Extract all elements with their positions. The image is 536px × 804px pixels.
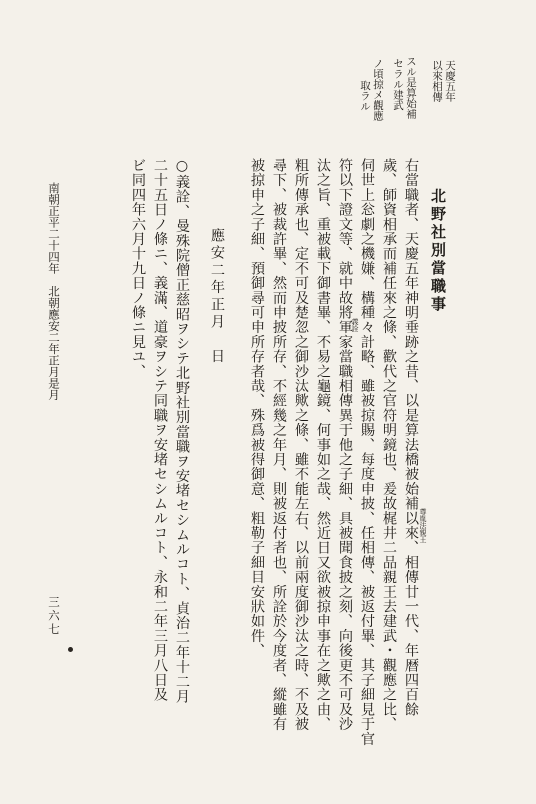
commentary-line-3: ビ同四年六月十九日ノ條ニ見ユ、 (130, 158, 146, 379)
page-number: 三六七 (47, 596, 61, 637)
header-note-6: 取ラル (359, 80, 371, 112)
body-line-3: 伺世上忩劇之機嫌、構種々計略、雖被掠賜、每度申披、任相傳、被返付畢、其子細見于官 (359, 158, 375, 746)
commentary-line-2: 二十五日ノ條ニ、義滿、道豪ヲシテ同職ヲ安堵セシムルコト、永和二年三月八日及 (152, 158, 168, 702)
body-line-2: 歲、師資相承而補任來之條、歡代之官符明鏡也、爰故梶井二品親王去建武・觀應之比、 (381, 158, 397, 732)
margin-running-title: 南朝正平二十四年 北朝應安二年正月是月 (47, 182, 61, 401)
header-note-2: 以來相傳 (431, 60, 443, 102)
header-note-4: セラル建武 (392, 58, 404, 111)
body-line-8: 被掠申之子細、預御尋可申所存者哉、殊爲被得御意、粗勒子細目安狀如件、 (249, 158, 265, 658)
body-line-7: 尋下、被裁許畢、然而申披所存、不經幾之年月、則被返付者也、所詮於今度者、縱雖有 (271, 158, 287, 732)
inline-note-1: 尊胤法親王 (419, 508, 427, 543)
header-note-5: ノ頃掠メ觀應 (372, 58, 384, 121)
header-note-1: 天慶五年 (444, 60, 456, 102)
body-line-6: 粗所傳承也、定不可及楚忽之御沙汰歟之條、雖不能左右、以前兩度御沙汰之時、不及被 (293, 158, 309, 732)
date-line: 應安二年正月 日 (209, 228, 225, 366)
body-line-5: 汰之旨、重被載下御書畢、不易之龜鏡、何事如之哉、然近日又欲被掠申事在之歟之由、 (315, 158, 331, 732)
inline-note-2: 義詮 (351, 318, 359, 332)
ink-dot (68, 647, 73, 652)
body-line-1: 右當職者、天慶五年神明垂跡之昔、以是算法橋被始補以來、相傳廿一代、年暦四百餘 (403, 158, 419, 717)
commentary-line-1: ○義詮、曼殊院僧正慈昭ヲシテ北野社別當職ヲ安堵セシムルコト、貞治二年十二月 (174, 158, 190, 704)
header-note-3: スル是算始補 (405, 56, 417, 119)
body-line-4: 符以下證文等、就中故將軍家當職相傳異于他之子細、具被聞食披之刻、向後更不可及沙 (337, 158, 353, 732)
document-title: 北野社別當職事 (429, 188, 447, 314)
